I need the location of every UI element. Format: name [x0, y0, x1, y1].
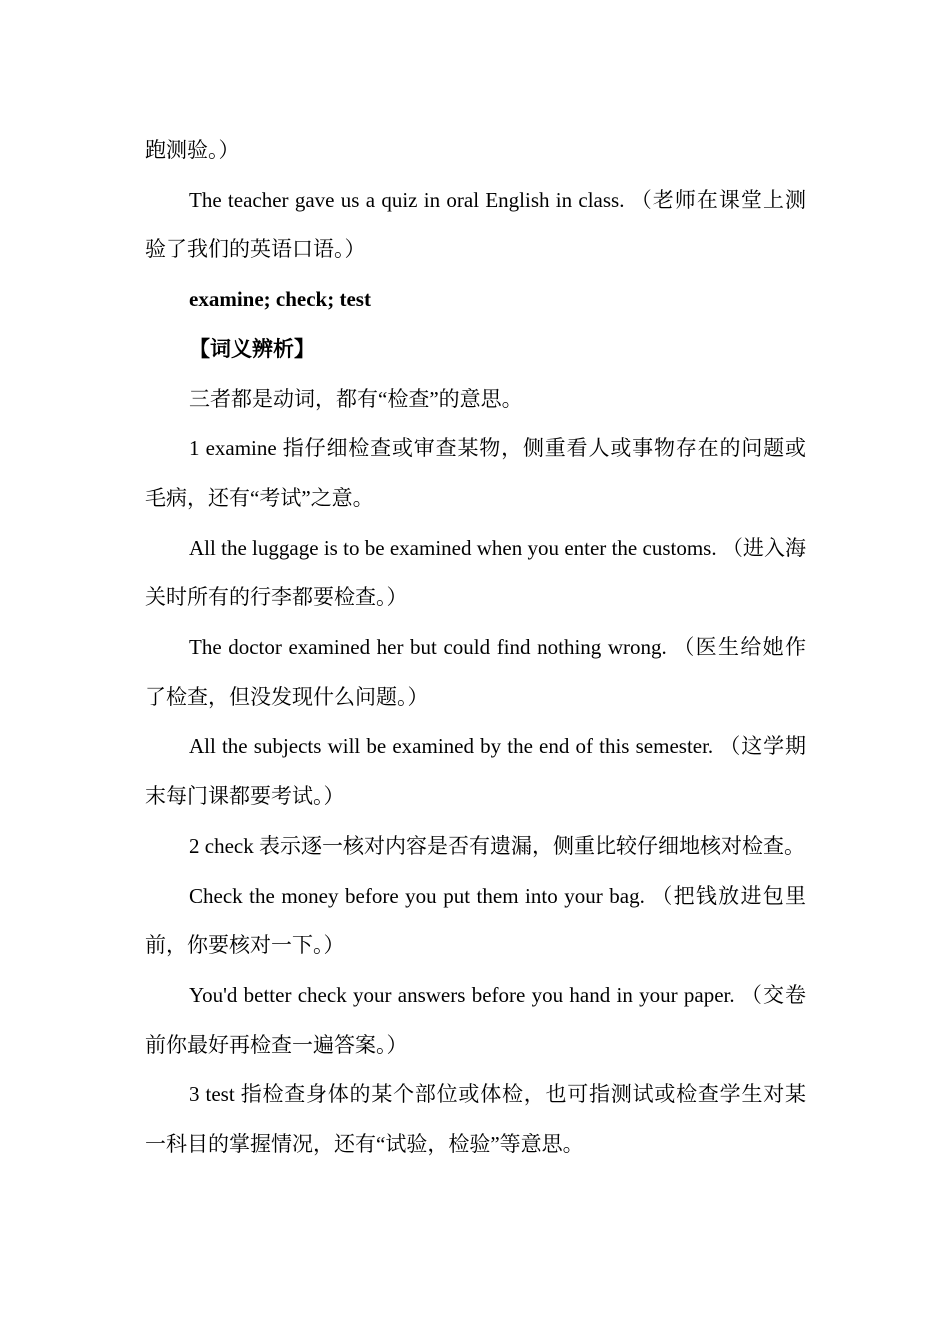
example-sentence-subjects: All the subjects will be examined by the end of this semester. （这学期末每门课都要考试。） — [145, 734, 806, 809]
word-group-heading: examine; check; test — [189, 287, 371, 312]
document-page — [145, 126, 806, 1170]
example-sentence-answers: You'd better check your answers before you hand in your paper. （交卷前你最好再检查一遍答案。） — [145, 982, 806, 1057]
example-sentence-luggage: All the luggage is to be examined when you enter the customs. （进入海关时所有的行李都要检查。） — [145, 535, 806, 610]
definition-check: 2 check 表示逐一核对内容是否有遗漏，侧重比较仔细地核对检查。 — [189, 833, 805, 858]
example-sentence-money: Check the money before you put them into your bag. （把钱放进包里前，你要核对一下。） — [145, 883, 806, 958]
section-heading: 【词义辨析】 — [189, 336, 315, 361]
paragraph-continuation: 跑测验。） — [145, 138, 240, 162]
definition-examine: 1 examine 指仔细检查或审查某物，侧重看人或事物存在的问题或毛病，还有“考试”之意。 — [145, 436, 806, 510]
example-sentence-doctor: The doctor examined her but could find nothing wrong. （医生给她作了检查，但没发现什么问题。） — [145, 635, 806, 709]
example-sentence-quiz: The teacher gave us a quiz in oral English in class. （老师在课堂上测验了我们的英语口语。） — [145, 187, 806, 262]
definition-test: 3 test 指检查身体的某个部位或体检，也可指测试或检查学生对某一科目的掌握情况，还有“试验，检验”等意思。 — [145, 1082, 806, 1157]
intro-paragraph: 三者都是动词，都有“检查”的意思。 — [189, 386, 523, 411]
